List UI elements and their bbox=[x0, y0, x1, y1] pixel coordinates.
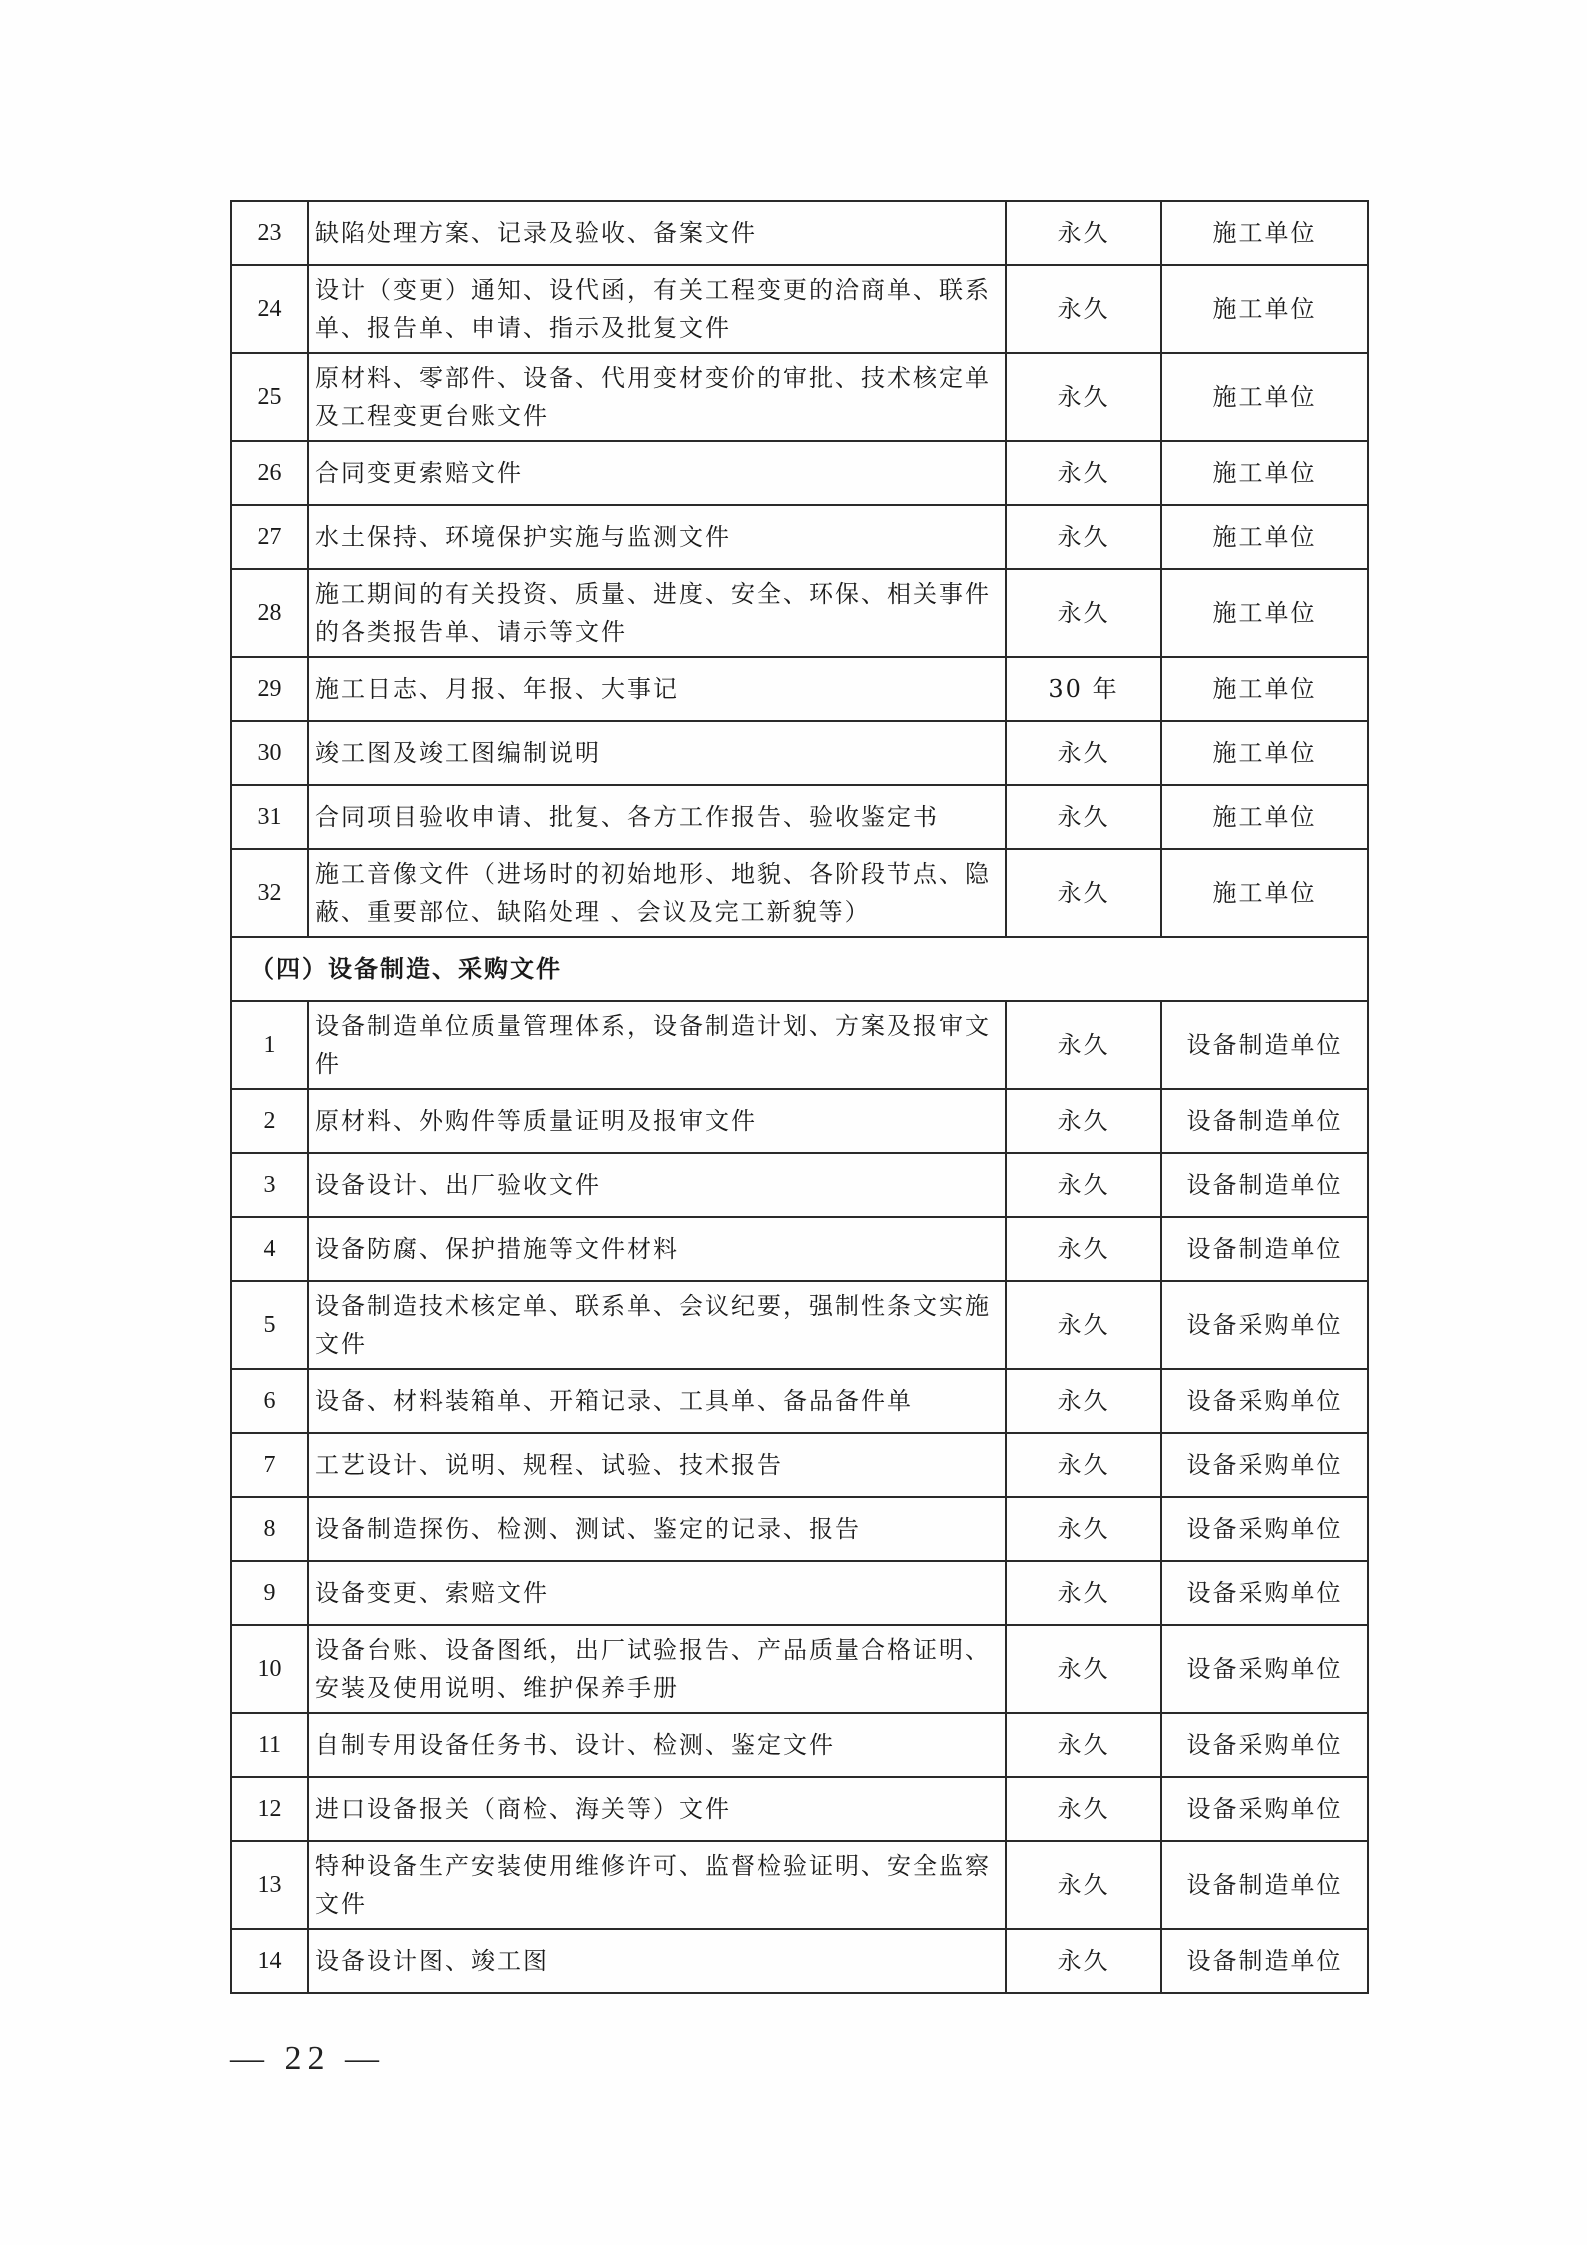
row-number: 29 bbox=[231, 657, 308, 721]
row-number: 30 bbox=[231, 721, 308, 785]
retention-term: 永久 bbox=[1006, 1497, 1161, 1561]
table-row bbox=[231, 785, 1368, 849]
record-name: 施工日志、月报、年报、大事记 bbox=[308, 657, 1006, 721]
row-number: 14 bbox=[231, 1929, 308, 1993]
table-body-equipment bbox=[231, 1001, 1368, 1993]
table-body-construction bbox=[231, 201, 1368, 937]
responsible-unit: 施工单位 bbox=[1161, 849, 1368, 937]
retention-term: 永久 bbox=[1006, 721, 1161, 785]
responsible-unit: 设备采购单位 bbox=[1161, 1777, 1368, 1841]
record-name: 竣工图及竣工图编制说明 bbox=[308, 721, 1006, 785]
row-number: 5 bbox=[231, 1281, 308, 1369]
responsible-unit: 施工单位 bbox=[1161, 657, 1368, 721]
retention-term: 永久 bbox=[1006, 1777, 1161, 1841]
row-number: 1 bbox=[231, 1001, 308, 1089]
table-row bbox=[231, 441, 1368, 505]
responsible-unit: 施工单位 bbox=[1161, 721, 1368, 785]
record-name: 施工期间的有关投资、质量、进度、安全、环保、相关事件的各类报告单、请示等文件 bbox=[308, 569, 1006, 657]
retention-term: 永久 bbox=[1006, 1929, 1161, 1993]
record-name: 合同变更索赔文件 bbox=[308, 441, 1006, 505]
retention-term: 永久 bbox=[1006, 201, 1161, 265]
responsible-unit: 设备采购单位 bbox=[1161, 1713, 1368, 1777]
responsible-unit: 施工单位 bbox=[1161, 441, 1368, 505]
responsible-unit: 施工单位 bbox=[1161, 265, 1368, 353]
section-title: （四）设备制造、采购文件 bbox=[231, 937, 1368, 1001]
responsible-unit: 设备制造单位 bbox=[1161, 1001, 1368, 1089]
responsible-unit: 施工单位 bbox=[1161, 353, 1368, 441]
table-row bbox=[231, 353, 1368, 441]
retention-term: 永久 bbox=[1006, 505, 1161, 569]
retention-term: 永久 bbox=[1006, 1281, 1161, 1369]
retention-term: 30 年 bbox=[1006, 657, 1161, 721]
table-body-section-header bbox=[231, 937, 1368, 1001]
row-number: 11 bbox=[231, 1713, 308, 1777]
responsible-unit: 设备制造单位 bbox=[1161, 1153, 1368, 1217]
responsible-unit: 设备采购单位 bbox=[1161, 1497, 1368, 1561]
table-row bbox=[231, 1497, 1368, 1561]
retention-term: 永久 bbox=[1006, 441, 1161, 505]
table-row bbox=[231, 1001, 1368, 1089]
retention-term: 永久 bbox=[1006, 1153, 1161, 1217]
table-row bbox=[231, 1089, 1368, 1153]
row-number: 13 bbox=[231, 1841, 308, 1929]
responsible-unit: 设备制造单位 bbox=[1161, 1089, 1368, 1153]
row-number: 3 bbox=[231, 1153, 308, 1217]
table-row bbox=[231, 1777, 1368, 1841]
record-name: 原材料、外购件等质量证明及报审文件 bbox=[308, 1089, 1006, 1153]
retention-term: 永久 bbox=[1006, 785, 1161, 849]
record-name: 自制专用设备任务书、设计、检测、鉴定文件 bbox=[308, 1713, 1006, 1777]
record-name: 设备防腐、保护措施等文件材料 bbox=[308, 1217, 1006, 1281]
row-number: 28 bbox=[231, 569, 308, 657]
page-number: — 22 — bbox=[230, 2040, 385, 2077]
responsible-unit: 施工单位 bbox=[1161, 505, 1368, 569]
record-name: 设备设计图、竣工图 bbox=[308, 1929, 1006, 1993]
record-name: 设备制造技术核定单、联系单、会议纪要，强制性条文实施文件 bbox=[308, 1281, 1006, 1369]
record-name: 水土保持、环境保护实施与监测文件 bbox=[308, 505, 1006, 569]
responsible-unit: 设备制造单位 bbox=[1161, 1217, 1368, 1281]
table-row bbox=[231, 569, 1368, 657]
retention-term: 永久 bbox=[1006, 1089, 1161, 1153]
row-number: 4 bbox=[231, 1217, 308, 1281]
row-number: 12 bbox=[231, 1777, 308, 1841]
table-row bbox=[231, 1217, 1368, 1281]
records-table bbox=[230, 200, 1369, 1994]
record-name: 缺陷处理方案、记录及验收、备案文件 bbox=[308, 201, 1006, 265]
table-row bbox=[231, 265, 1368, 353]
record-name: 设备台账、设备图纸，出厂试验报告、产品质量合格证明、安装及使用说明、维护保养手册 bbox=[308, 1625, 1006, 1713]
retention-term: 永久 bbox=[1006, 1841, 1161, 1929]
row-number: 25 bbox=[231, 353, 308, 441]
row-number: 9 bbox=[231, 1561, 308, 1625]
row-number: 8 bbox=[231, 1497, 308, 1561]
responsible-unit: 设备采购单位 bbox=[1161, 1369, 1368, 1433]
row-number: 31 bbox=[231, 785, 308, 849]
record-name: 工艺设计、说明、规程、试验、技术报告 bbox=[308, 1433, 1006, 1497]
record-name: 设备变更、索赔文件 bbox=[308, 1561, 1006, 1625]
table-row bbox=[231, 1841, 1368, 1929]
responsible-unit: 设备制造单位 bbox=[1161, 1929, 1368, 1993]
responsible-unit: 设备采购单位 bbox=[1161, 1281, 1368, 1369]
responsible-unit: 设备采购单位 bbox=[1161, 1561, 1368, 1625]
table-row bbox=[231, 1561, 1368, 1625]
section-row bbox=[231, 937, 1368, 1001]
responsible-unit: 施工单位 bbox=[1161, 201, 1368, 265]
retention-term: 永久 bbox=[1006, 1625, 1161, 1713]
record-name: 合同项目验收申请、批复、各方工作报告、验收鉴定书 bbox=[308, 785, 1006, 849]
row-number: 24 bbox=[231, 265, 308, 353]
row-number: 26 bbox=[231, 441, 308, 505]
table-row bbox=[231, 1153, 1368, 1217]
table-row bbox=[231, 201, 1368, 265]
record-name: 设计（变更）通知、设代函，有关工程变更的洽商单、联系单、报告单、申请、指示及批复文件 bbox=[308, 265, 1006, 353]
table-row bbox=[231, 1625, 1368, 1713]
table-row bbox=[231, 1433, 1368, 1497]
retention-term: 永久 bbox=[1006, 265, 1161, 353]
row-number: 32 bbox=[231, 849, 308, 937]
responsible-unit: 设备采购单位 bbox=[1161, 1433, 1368, 1497]
retention-term: 永久 bbox=[1006, 849, 1161, 937]
responsible-unit: 施工单位 bbox=[1161, 569, 1368, 657]
record-name: 特种设备生产安装使用维修许可、监督检验证明、安全监察文件 bbox=[308, 1841, 1006, 1929]
row-number: 23 bbox=[231, 201, 308, 265]
table-row bbox=[231, 657, 1368, 721]
responsible-unit: 设备采购单位 bbox=[1161, 1625, 1368, 1713]
retention-term: 永久 bbox=[1006, 1217, 1161, 1281]
record-name: 设备制造探伤、检测、测试、鉴定的记录、报告 bbox=[308, 1497, 1006, 1561]
table-row bbox=[231, 1713, 1368, 1777]
retention-term: 永久 bbox=[1006, 1433, 1161, 1497]
responsible-unit: 施工单位 bbox=[1161, 785, 1368, 849]
retention-term: 永久 bbox=[1006, 1001, 1161, 1089]
retention-term: 永久 bbox=[1006, 1713, 1161, 1777]
row-number: 6 bbox=[231, 1369, 308, 1433]
row-number: 10 bbox=[231, 1625, 308, 1713]
retention-term: 永久 bbox=[1006, 353, 1161, 441]
table-row bbox=[231, 505, 1368, 569]
table-row bbox=[231, 849, 1368, 937]
table-row bbox=[231, 1281, 1368, 1369]
record-name: 设备设计、出厂验收文件 bbox=[308, 1153, 1006, 1217]
table-row bbox=[231, 721, 1368, 785]
table-row bbox=[231, 1929, 1368, 1993]
row-number: 2 bbox=[231, 1089, 308, 1153]
retention-term: 永久 bbox=[1006, 1561, 1161, 1625]
retention-term: 永久 bbox=[1006, 1369, 1161, 1433]
row-number: 27 bbox=[231, 505, 308, 569]
retention-term: 永久 bbox=[1006, 569, 1161, 657]
record-name: 施工音像文件（进场时的初始地形、地貌、各阶段节点、隐蔽、重要部位、缺陷处理 、会议及完工新貌等） bbox=[308, 849, 1006, 937]
record-name: 设备制造单位质量管理体系，设备制造计划、方案及报审文件 bbox=[308, 1001, 1006, 1089]
row-number: 7 bbox=[231, 1433, 308, 1497]
responsible-unit: 设备制造单位 bbox=[1161, 1841, 1368, 1929]
table-row bbox=[231, 1369, 1368, 1433]
record-name: 设备、材料装箱单、开箱记录、工具单、备品备件单 bbox=[308, 1369, 1006, 1433]
record-name: 原材料、零部件、设备、代用变材变价的审批、技术核定单及工程变更台账文件 bbox=[308, 353, 1006, 441]
record-name: 进口设备报关（商检、海关等）文件 bbox=[308, 1777, 1006, 1841]
